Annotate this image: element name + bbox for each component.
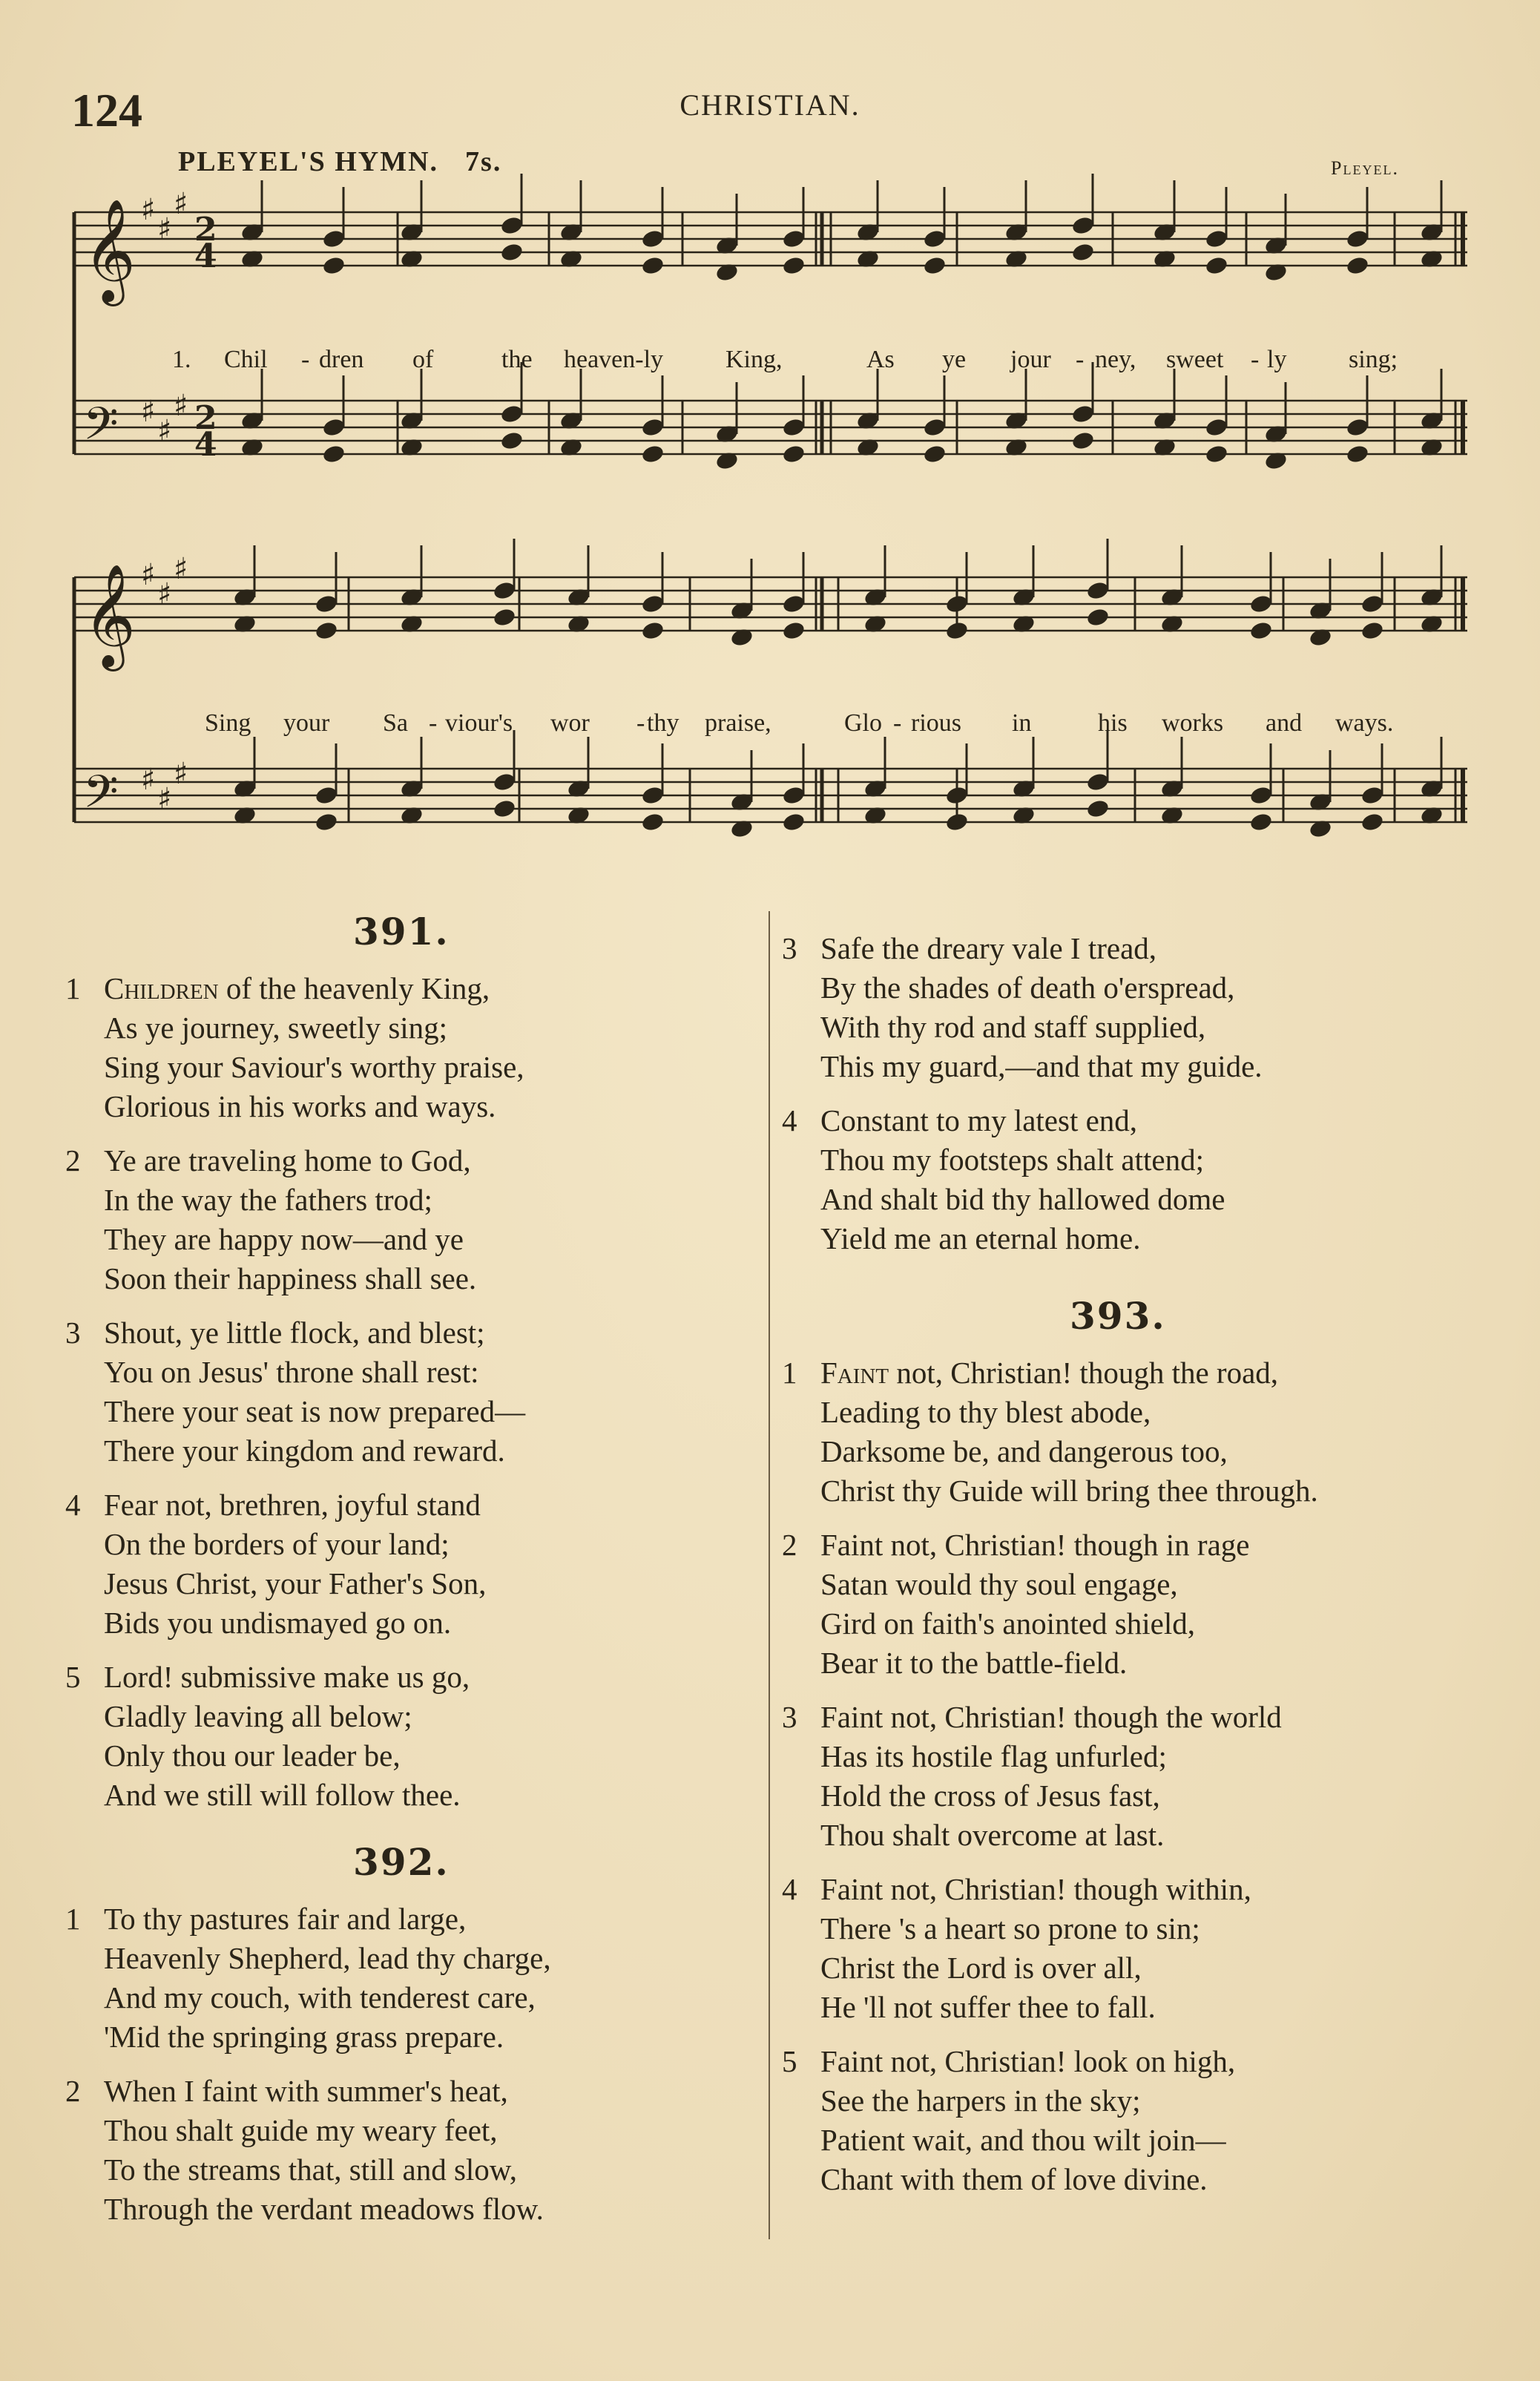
lyric-syllable: As: [866, 346, 895, 373]
verse-line: This my guard,—and that my guide.: [820, 1049, 1263, 1083]
note-head: [1204, 255, 1228, 276]
bass-clef: 𝄢: [83, 766, 119, 830]
lyric-syllable: Sa: [383, 709, 408, 737]
lyric-syllable: his: [1098, 709, 1128, 737]
verse-line: Safe the dreary vale I tread,: [820, 931, 1157, 965]
verse-line: Satan would thy soul engage,: [820, 1567, 1178, 1601]
verse-line: See the harpers in the sky;: [820, 2083, 1141, 2118]
verse-number: 2: [65, 1143, 81, 1178]
verse-line: Children of the heavenly King,: [104, 971, 490, 1005]
sharp-sign: ♯: [157, 782, 172, 816]
lyric-syllable: viour's: [445, 709, 513, 737]
verse-number: 1: [782, 1356, 797, 1390]
tune-name: PLEYEL'S HYMN.: [178, 146, 439, 177]
sharp-sign: ♯: [141, 193, 156, 227]
verse-line: Glorious in his works and ways.: [104, 1089, 496, 1123]
note-head: [492, 798, 516, 819]
verse-line: Darksome be, and dangerous too,: [820, 1434, 1228, 1468]
lyric-syllable: -: [429, 709, 438, 737]
sharp-sign: ♯: [157, 212, 172, 246]
verse-line: They are happy now—and ye: [104, 1222, 464, 1256]
verse-line: On the borders of your land;: [104, 1527, 450, 1561]
treble-clef: 𝄞: [83, 564, 136, 667]
verse-line: Christ the Lord is over all,: [820, 1951, 1142, 1985]
note-head: [781, 812, 806, 832]
verse-line: Faint not, Christian! though the world: [820, 1700, 1282, 1734]
verse-line: Ye are traveling home to God,: [104, 1143, 471, 1178]
note-head: [1085, 798, 1110, 819]
time-signature-top: 2: [194, 399, 217, 437]
verse-line: Hold the cross of Jesus fast,: [820, 1779, 1160, 1813]
verse: [65, 1899, 551, 2057]
note-head: [1204, 444, 1228, 464]
verse-line: And shalt bid thy hallowed dome: [820, 1182, 1225, 1216]
verse: [65, 1485, 486, 1643]
running-head: CHRISTIAN.: [679, 88, 861, 122]
sharp-sign: ♯: [174, 757, 188, 791]
verse-line: Faint not, Christian! look on high,: [820, 2044, 1236, 2078]
verse: [782, 1101, 1225, 1258]
verse-number: 3: [782, 931, 797, 965]
sharp-sign: ♯: [157, 577, 172, 611]
verse-line: Soon their happiness shall see.: [104, 1261, 477, 1295]
lyric-syllable: wor: [550, 709, 590, 737]
note-head: [1345, 255, 1369, 276]
lyric-syllable: thy: [647, 709, 679, 737]
lyric-syllable: rious: [911, 709, 961, 737]
verse-number: 5: [782, 2044, 797, 2078]
verse-number: 4: [782, 1872, 797, 1906]
verse: [65, 2072, 544, 2229]
verse-line: As ye journey, sweetly sing;: [104, 1011, 448, 1045]
note-head: [1248, 620, 1273, 641]
verse-line: Sing your Saviour's worthy praise,: [104, 1050, 524, 1084]
verse-line: Gird on faith's anointed shield,: [820, 1606, 1195, 1641]
note-head: [314, 812, 338, 832]
clefs-and-keys: [83, 187, 217, 830]
verse: [65, 1141, 476, 1298]
bass-clef: 𝄢: [83, 398, 119, 462]
lyric-syllable: 1.: [172, 346, 191, 373]
verse-line: Patient wait, and thou wilt join—: [820, 2123, 1226, 2157]
hymn-number: 392.: [353, 1840, 450, 1884]
sharp-sign: ♯: [141, 558, 156, 592]
composer-name: Pleyel.: [1331, 157, 1399, 179]
lyric-syllable: -: [301, 346, 310, 373]
lyric-syllable: -: [636, 709, 645, 737]
lyric-syllable: ly: [1267, 346, 1287, 373]
note-head: [499, 242, 524, 263]
note-head: [321, 444, 346, 464]
note-head: [922, 255, 947, 276]
verse-line: To the streams that, still and slow,: [104, 2152, 518, 2187]
lyric-syllable: ye: [942, 346, 967, 373]
note-head: [781, 255, 806, 276]
sharp-sign: ♯: [174, 552, 188, 586]
note-heads: [232, 174, 1444, 839]
treble-clef: 𝄞: [83, 199, 136, 302]
note-head: [640, 812, 665, 832]
verse: [65, 1658, 470, 1815]
verse: [65, 969, 524, 1126]
verse-line: And my couch, with tenderest care,: [104, 1980, 536, 2014]
verse-line: Shout, ye little flock, and blest;: [104, 1316, 485, 1350]
lyric-syllable: -: [1251, 346, 1260, 373]
lyric-syllable: King,: [725, 346, 783, 373]
verse-line: Faint not, Christian! though the road,: [820, 1356, 1279, 1390]
note-head: [492, 607, 516, 628]
verse: [65, 1313, 525, 1471]
lyric-syllable: jour: [1010, 346, 1051, 373]
hymn-number: 393.: [1070, 1294, 1166, 1338]
verse-line: Thou my footsteps shalt attend;: [820, 1143, 1204, 1177]
note-head: [781, 620, 806, 641]
verse-line: To thy pastures fair and large,: [104, 1902, 467, 1936]
note-head: [1345, 444, 1369, 464]
note-head: [321, 255, 346, 276]
lyric-syllable: Sing: [205, 709, 251, 737]
sharp-sign: ♯: [174, 389, 188, 423]
verse-line: Chant with them of love divine.: [820, 2162, 1208, 2196]
verse-first-word: Children: [104, 971, 219, 1005]
sharp-sign: ♯: [174, 187, 188, 221]
verse: [782, 1526, 1249, 1683]
verse-number: 2: [65, 2074, 81, 2108]
lyric-syllable: and: [1266, 709, 1303, 737]
lyric-syllable: -: [1076, 346, 1085, 373]
verse-line: 'Mid the springing grass prepare.: [104, 2020, 504, 2054]
verse: [782, 2042, 1235, 2199]
lyric-syllable: dren: [319, 346, 364, 373]
verse-line: Thou shalt overcome at last.: [820, 1818, 1165, 1852]
music-score: [0, 0, 1540, 890]
lyric-syllable: your: [283, 709, 330, 737]
note-head: [944, 812, 969, 832]
verse-line: Faint not, Christian! though within,: [820, 1872, 1251, 1906]
verse: [782, 1870, 1251, 2027]
verse-line: Lord! submissive make us go,: [104, 1660, 470, 1694]
verse-line: There your kingdom and reward.: [104, 1433, 505, 1468]
verse-line: He 'll not suffer thee to fall.: [820, 1990, 1156, 2024]
verse-number: 1: [65, 971, 81, 1005]
time-signature-bottom: 4: [194, 237, 217, 275]
verse-line: Leading to thy blest abode,: [820, 1395, 1151, 1429]
note-head: [1360, 812, 1384, 832]
verse-number: 4: [782, 1103, 797, 1137]
verse-line: When I faint with summer's heat,: [104, 2074, 508, 2108]
note-head: [640, 444, 665, 464]
lyric-syllable: works: [1162, 709, 1224, 737]
sharp-sign: ♯: [141, 763, 156, 797]
verse-number: 3: [782, 1700, 797, 1734]
verse-line: There 's a heart so prone to sin;: [820, 1911, 1200, 1945]
lyric-syllable: ways.: [1335, 709, 1394, 737]
tune-meter: 7s.: [465, 146, 502, 177]
verse-line: Bear it to the battle-field.: [820, 1646, 1128, 1680]
sharp-sign: ♯: [157, 414, 172, 448]
note-head: [640, 620, 665, 641]
hymn-number: 391.: [353, 910, 450, 953]
lyric-syllable: the: [501, 346, 533, 373]
verse-line: Bids you undismayed go on.: [104, 1606, 452, 1640]
lyric-syllable: of: [412, 346, 434, 373]
lyric-syllable: -: [893, 709, 902, 737]
time-signature-bottom: 4: [194, 426, 217, 464]
sharp-sign: ♯: [141, 395, 156, 429]
verse-line: And we still will follow thee.: [104, 1778, 461, 1812]
note-head: [944, 620, 969, 641]
verse-line: Has its hostile flag unfurled;: [820, 1739, 1167, 1773]
verse-line: There your seat is now prepared—: [104, 1394, 526, 1428]
verse-line: By the shades of death o'erspread,: [820, 971, 1235, 1005]
note-head: [1070, 430, 1095, 451]
verse-line: Faint not, Christian! though in rage: [820, 1528, 1250, 1562]
verse-number: 1: [65, 1902, 81, 1936]
verse: [782, 929, 1263, 1086]
note-head: [1070, 242, 1095, 263]
note-head: [499, 430, 524, 451]
verse-line: Only thou our leader be,: [104, 1738, 401, 1773]
verse-number: 3: [65, 1316, 81, 1350]
column-divider: [769, 911, 770, 2239]
verse-number: 4: [65, 1488, 81, 1522]
verse: [782, 1698, 1282, 1855]
verse-first-word: Faint: [820, 1356, 889, 1390]
note-head: [314, 620, 338, 641]
verse-line: Yield me an eternal home.: [820, 1221, 1141, 1255]
verse-line: Gladly leaving all below;: [104, 1699, 412, 1733]
verse-line: You on Jesus' throne shall rest:: [104, 1355, 479, 1389]
verse-line: Thou shalt guide my weary feet,: [104, 2113, 498, 2147]
lyric-syllable: praise,: [705, 709, 771, 737]
lyric-syllable: ney,: [1095, 346, 1136, 373]
verse-line: Heavenly Shepherd, lead thy charge,: [104, 1941, 551, 1975]
verse-number: 2: [782, 1528, 797, 1562]
lyric-syllable: heaven-ly: [564, 346, 664, 373]
lyric-syllable: in: [1012, 709, 1032, 737]
note-head: [781, 444, 806, 464]
page-number: 124: [71, 84, 142, 137]
time-signature-top: 2: [194, 211, 217, 249]
lyric-syllable: sweet: [1166, 346, 1224, 373]
note-head: [1085, 607, 1110, 628]
verse-number: 5: [65, 1660, 81, 1694]
note-head: [640, 255, 665, 276]
verse-line: In the way the fathers trod;: [104, 1183, 432, 1217]
note-head: [1248, 812, 1273, 832]
verse-line: Constant to my latest end,: [820, 1103, 1138, 1137]
verse-line: Fear not, brethren, joyful stand: [104, 1488, 481, 1522]
verse-line: Through the verdant meadows flow.: [104, 2192, 544, 2226]
note-head: [922, 444, 947, 464]
lyric-syllable: sing;: [1349, 346, 1398, 373]
lyric-syllable: Glo: [844, 709, 882, 737]
verse-line: Jesus Christ, your Father's Son,: [104, 1566, 487, 1600]
verse-line: With thy rod and staff supplied,: [820, 1010, 1206, 1044]
verse: [782, 1353, 1318, 1511]
lyric-syllable: Chil: [224, 346, 268, 373]
note-head: [1360, 620, 1384, 641]
verse-line: Christ thy Guide will bring thee through.: [820, 1474, 1318, 1508]
